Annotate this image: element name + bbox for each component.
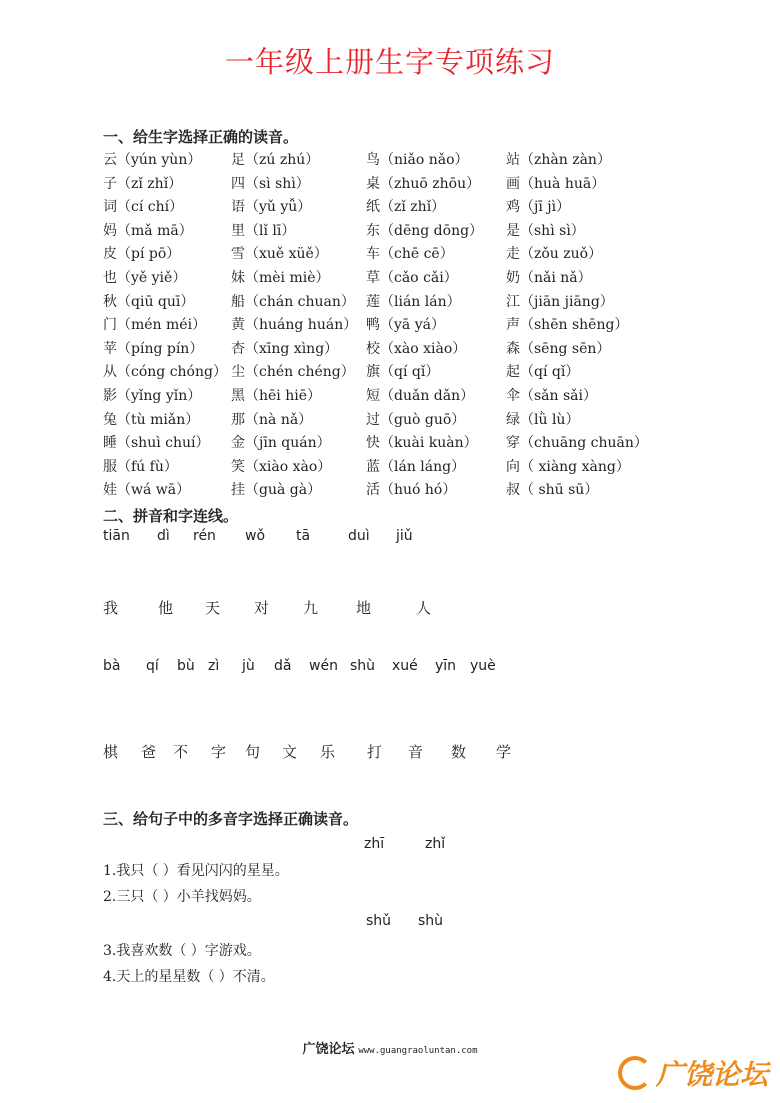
reading-cell: 过（guò guō） xyxy=(366,411,466,428)
pinyin-item: shù xyxy=(350,658,376,674)
logo-icon xyxy=(618,1056,652,1090)
section1-heading: 一、给生字选择正确的读音。 xyxy=(103,128,299,146)
reading-cell: 云（yún yùn） xyxy=(103,152,202,168)
reading-cell: 妹（mèi miè） xyxy=(231,270,330,286)
reading-cell: 叔（ shū sū） xyxy=(506,482,599,499)
reading-cell: 那（nà nǎ） xyxy=(231,411,313,428)
section3-heading: 三、给句子中的多音字选择正确读音。 xyxy=(103,810,359,828)
reading-cell: 笑（xiào xào） xyxy=(231,458,332,475)
character-item: 天 xyxy=(205,599,221,617)
pinyin-item: dì xyxy=(157,528,170,544)
sentence-2: 2.三只（ ）小羊找妈妈。 xyxy=(103,889,261,905)
sentence-3: 3.我喜欢数（ ）字游戏。 xyxy=(103,943,261,959)
reading-cell: 奶（nǎi nǎ） xyxy=(506,270,592,286)
character-item: 爸 xyxy=(141,743,157,761)
reading-cell: 金（jīn quán） xyxy=(231,435,331,452)
pinyin-item: yuè xyxy=(470,658,496,674)
reading-cell: 短（duǎn dǎn） xyxy=(366,388,475,404)
reading-cell: 秋（qiū quī） xyxy=(103,293,195,310)
pinyin-item: bù xyxy=(177,658,195,674)
hint-pinyin: shù xyxy=(418,913,444,929)
character-item: 数 xyxy=(451,743,467,761)
reading-cell: 影（yǐng yǐn） xyxy=(103,388,202,404)
reading-cell: 东（dēng dōng） xyxy=(366,222,484,239)
character-item: 文 xyxy=(282,743,298,761)
reading-cell: 妈（mǎ mā） xyxy=(103,222,193,239)
character-item: 人 xyxy=(416,599,432,617)
character-item: 地 xyxy=(356,599,372,617)
pinyin-item: rén xyxy=(193,528,216,544)
pinyin-item: tiān xyxy=(103,528,130,544)
section2-heading: 二、拼音和字连线。 xyxy=(103,507,239,525)
reading-cell: 是（shì sì） xyxy=(506,222,585,239)
reading-cell: 车（chē cē） xyxy=(366,246,454,263)
character-item: 音 xyxy=(408,743,424,761)
reading-cell: 杏（xīng xìng） xyxy=(231,340,339,357)
character-item: 句 xyxy=(245,743,261,761)
character-item: 不 xyxy=(173,743,189,761)
character-item: 字 xyxy=(211,743,227,761)
reading-cell: 桌（zhuō zhōu） xyxy=(366,175,481,192)
reading-cell: 活（huó hó） xyxy=(366,482,457,499)
pinyin-item: xué xyxy=(392,658,418,674)
pinyin-item: wén xyxy=(309,658,338,674)
reading-cell: 旗（qí qǐ） xyxy=(366,364,440,381)
pinyin-item: zì xyxy=(208,658,220,674)
pinyin-item: tā xyxy=(296,528,311,544)
reading-cell: 起（qí qǐ） xyxy=(506,364,580,381)
pinyin-item: dǎ xyxy=(274,658,292,674)
character-item: 学 xyxy=(496,743,512,761)
hint-pinyin: zhī xyxy=(364,836,385,852)
reading-cell: 校（xào xiào） xyxy=(366,340,467,357)
reading-cell: 鸟（niǎo nǎo） xyxy=(366,152,469,168)
reading-cell: 皮（pí pō） xyxy=(103,246,181,263)
reading-cell: 快（kuài kuàn） xyxy=(366,435,478,452)
page-title: 一年级上册生字专项练习 xyxy=(224,45,555,79)
reading-cell: 门（mén méi） xyxy=(103,317,207,334)
character-item: 乐 xyxy=(320,743,336,761)
reading-cell: 词（cí chí） xyxy=(103,199,184,216)
reading-cell: 语（yǔ yǚ） xyxy=(231,199,312,216)
reading-cell: 船（chán chuan） xyxy=(231,293,355,310)
watermark-text: 广饶论坛 xyxy=(655,1058,768,1091)
hint-pinyin: shǔ xyxy=(366,913,392,929)
character-item: 对 xyxy=(254,599,270,617)
reading-cell: 娃（wá wā） xyxy=(103,482,191,499)
pinyin-item: yīn xyxy=(435,658,457,674)
character-item: 我 xyxy=(103,599,119,617)
reading-cell: 苹（píng pín） xyxy=(103,340,204,357)
reading-cell: 蓝（lán láng） xyxy=(366,458,466,475)
pinyin-item: qí xyxy=(146,658,159,674)
reading-cell: 草（cǎo cǎi） xyxy=(366,270,458,286)
reading-cell: 纸（zǐ zhǐ） xyxy=(366,199,446,216)
reading-cell: 四（sì shì） xyxy=(231,175,310,192)
character-item: 他 xyxy=(158,599,174,617)
pinyin-item: bà xyxy=(103,658,121,674)
pinyin-item: duì xyxy=(348,528,370,544)
sentence-4: 4.天上的星星数（ ）不清。 xyxy=(103,969,275,985)
reading-cell: 鸭（yā yá） xyxy=(366,317,445,334)
character-item: 九 xyxy=(303,599,319,617)
reading-cell: 向（ xiàng xàng） xyxy=(506,458,630,475)
reading-cell: 黄（huáng huán） xyxy=(231,317,358,334)
reading-cell: 走（zǒu zuǒ） xyxy=(506,246,603,263)
reading-cell: 雪（xuě xüě） xyxy=(231,246,328,263)
reading-cell: 服（fú fù） xyxy=(103,458,178,475)
reading-cell: 穿（chuāng chuān） xyxy=(506,435,648,452)
reading-cell: 绿（lǜ lù） xyxy=(506,411,580,428)
character-item: 打 xyxy=(367,743,383,761)
reading-cell: 兔（tù miǎn） xyxy=(103,411,200,428)
reading-cell: 黑（hēi hiē） xyxy=(231,388,322,404)
pinyin-item: jù xyxy=(242,658,255,674)
reading-cell: 森（sēng sēn） xyxy=(506,340,611,357)
pinyin-item: wǒ xyxy=(245,528,266,544)
reading-cell: 里（lǐ lī） xyxy=(231,222,296,239)
pinyin-item: jiǔ xyxy=(396,528,413,544)
reading-cell: 尘（chén chéng） xyxy=(231,364,355,381)
watermark-logo xyxy=(618,1053,768,1093)
reading-cell: 莲（lián lán） xyxy=(366,293,461,310)
reading-cell: 从（cóng chóng） xyxy=(103,364,227,381)
reading-cell: 睡（shuì chuí） xyxy=(103,435,210,452)
reading-cell: 画（huà huā） xyxy=(506,175,606,192)
reading-cell: 挂（guà gà） xyxy=(231,482,322,499)
reading-cell: 站（zhàn zàn） xyxy=(506,152,611,168)
sentence-1: 1.我只（ ）看见闪闪的星星。 xyxy=(103,863,289,879)
footer-url: www.guangraoluntan.com xyxy=(358,1046,478,1056)
hint-pinyin: zhǐ xyxy=(425,836,446,852)
reading-cell: 也（yě yiě） xyxy=(103,270,187,286)
reading-cell: 子（zǐ zhǐ） xyxy=(103,175,183,192)
reading-cell: 声（shēn shēng） xyxy=(506,317,629,334)
reading-cell: 足（zú zhú） xyxy=(231,152,320,168)
character-item: 棋 xyxy=(103,743,119,761)
reading-cell: 江（jiān jiāng） xyxy=(506,293,614,310)
reading-cell: 鸡（jī jì） xyxy=(506,199,571,216)
footer-site-name: 广饶论坛 xyxy=(302,1042,355,1057)
reading-cell: 伞（sǎn sǎi） xyxy=(506,388,598,404)
